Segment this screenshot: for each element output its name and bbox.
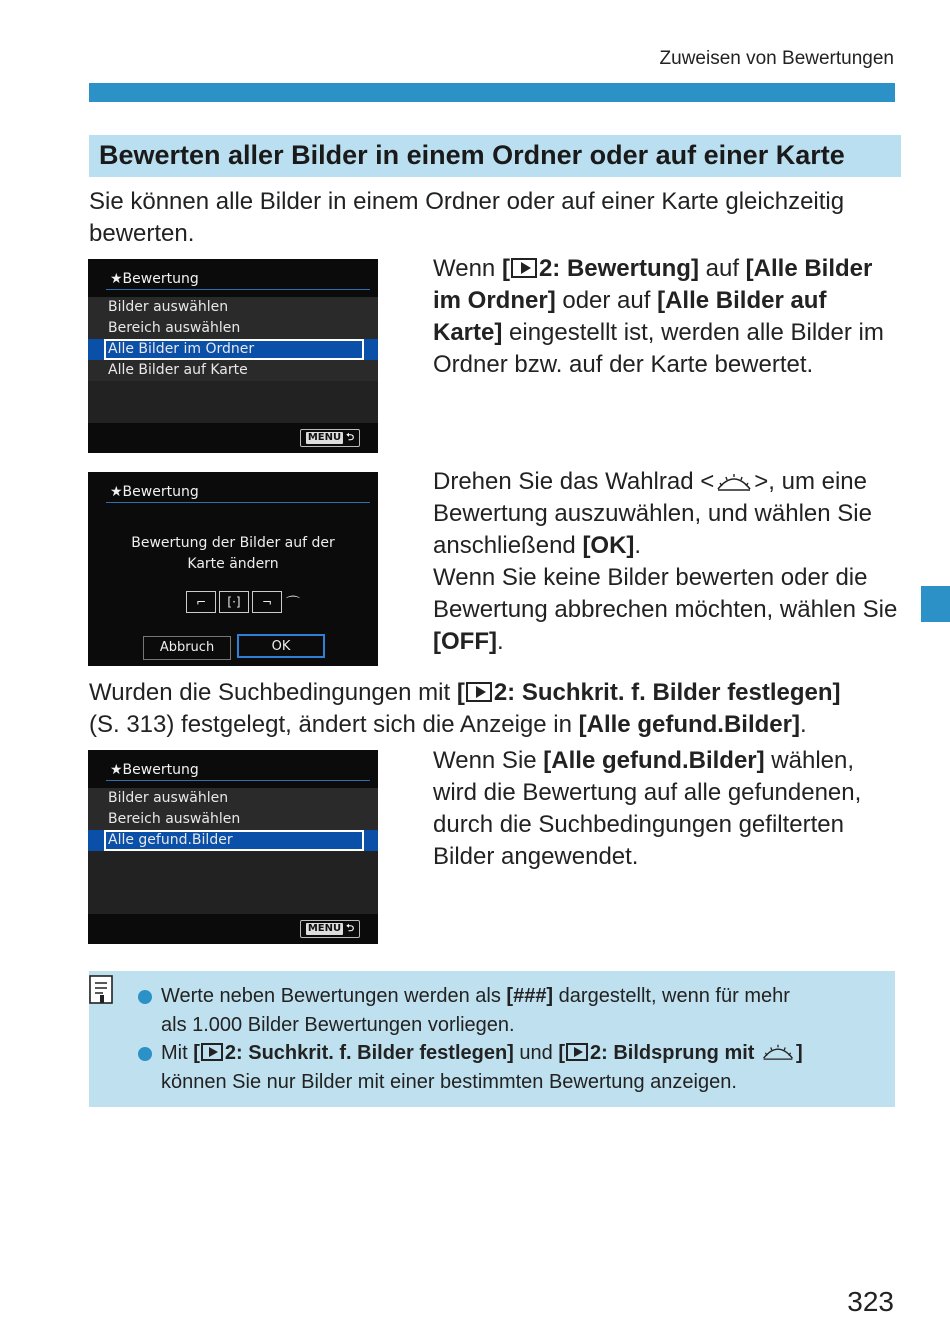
bullet-icon (138, 1047, 152, 1061)
playback-icon (201, 1043, 223, 1061)
note-2: Mit [ 2: Suchkrit. f. Bilder festlegen] und [ 2: Bildsprung mit ] können Sie nur Bilder mit einer bestimmten Bewertung anzeigen. (161, 1042, 803, 1093)
rating-icon-1: ⌐ (186, 591, 216, 613)
page-number: 323 (847, 1286, 894, 1317)
screen-title: ★Bewertung (110, 762, 199, 778)
menu-item-empty (88, 381, 378, 402)
menu-back-icon: MENU ⮌ (300, 429, 360, 447)
menu-item-empty (88, 402, 378, 423)
running-header: Zuweisen von Bewertungen (659, 48, 894, 69)
chapter-tab (921, 586, 950, 622)
step3-text: Wenn Sie [Alle gefund.Bilder] wählen, wird die Bewertung auf alle gefundenen, durch die Suchbedingungen gefilterten Bilder angewendet. (433, 747, 862, 870)
ok-button: OK (237, 634, 325, 658)
playback-icon (466, 682, 492, 702)
menu-item: Bereich auswählen (88, 318, 378, 339)
note-icon (89, 975, 115, 1005)
dialog-message-1: Bewertung der Bilder auf der (131, 535, 335, 551)
menu-item: Bilder auswählen (88, 788, 378, 809)
screen-title: ★Bewertung (110, 484, 199, 500)
dialog-message-2: Karte ändern (187, 556, 279, 572)
divider (106, 502, 370, 503)
screen-title: ★Bewertung (110, 271, 199, 287)
playback-icon (566, 1043, 588, 1061)
main-dial-icon (760, 1040, 796, 1062)
menu-back-icon: MENU ⮌ (300, 920, 360, 938)
menu-item: Bilder auswählen (88, 297, 378, 318)
intro-text: Sie können alle Bilder in einem Ordner oder auf einer Karte gleichzeitig bewerten. (89, 188, 845, 247)
cancel-button: Abbruch (143, 636, 231, 660)
menu-item: Bereich auswählen (88, 809, 378, 830)
menu-item-selected: Alle gefund.Bilder (88, 830, 378, 851)
step1-text: Wenn [ 2: Bewertung] auf [Alle Bilder im Ordner] oder auf [Alle Bilder auf Karte] eingestellt ist, werden alle Bilder im Ordner bzw. auf der Karte bewertet. (433, 255, 884, 378)
playback-icon (511, 258, 537, 278)
note-1: Werte neben Bewertungen werden als [###] dargestellt, wenn für mehr als 1.000 Bilder Bewertungen vorliegen. (161, 985, 790, 1036)
bullet-icon (138, 990, 152, 1004)
camera-screen-found (88, 750, 378, 944)
menu-item-empty (88, 851, 378, 872)
dial-icon: ⌒ (286, 596, 300, 612)
menu-item-empty (88, 872, 378, 893)
menu-item: Alle Bilder auf Karte (88, 360, 378, 381)
step2-text: Drehen Sie das Wahlrad < >, um eine Bewertung auszuwählen, und wählen Sie anschließend [OK]. Wenn Sie keine Bilder bewerten oder die Bewertung abbrechen möchten, wählen Sie [OFF]. (433, 468, 898, 655)
menu-item-selected: Alle Bilder im Ordner (88, 339, 378, 360)
camera-screen-menu (88, 259, 378, 453)
divider (106, 289, 370, 290)
rating-icon-3: ¬ (252, 591, 282, 613)
divider (106, 780, 370, 781)
camera-screen-dialog (88, 472, 378, 666)
main-dial-icon (714, 469, 754, 493)
section-title: Bewerten aller Bilder in einem Ordner oder auf einer Karte (99, 140, 845, 170)
rating-icon-2: [·] (219, 591, 249, 613)
menu-item-empty (88, 893, 378, 914)
header-bar (89, 83, 895, 102)
search-text: Wurden die Suchbedingungen mit [ 2: Suchkrit. f. Bilder festlegen] (S. 313) festgelegt, ändert sich die Anzeige in [Alle gefund.Bilder]. (89, 679, 841, 738)
